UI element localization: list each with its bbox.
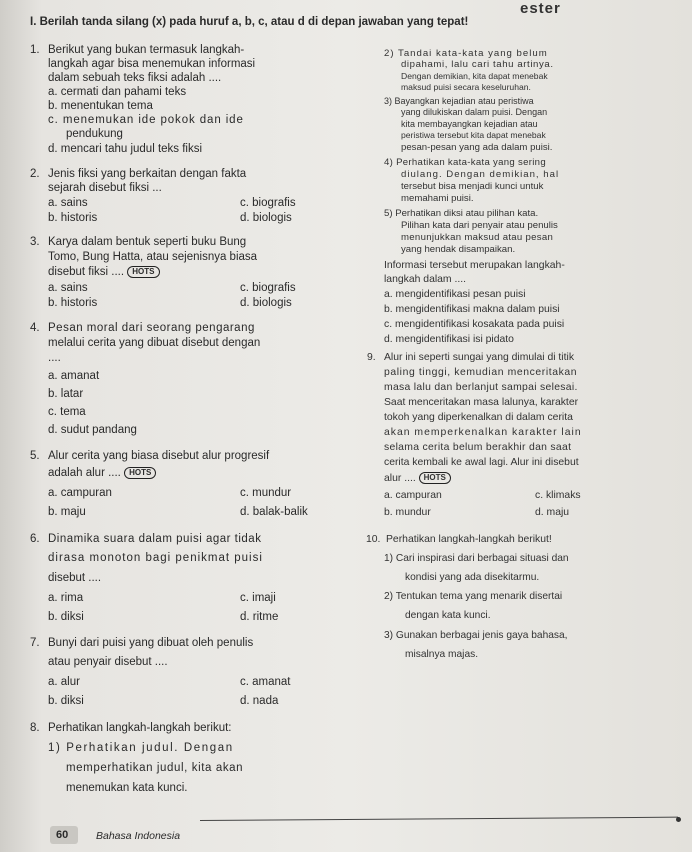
book-title: Bahasa Indonesia xyxy=(96,830,181,842)
q1-option-d[interactable]: d. mencari tahu judul teks fiksi xyxy=(48,143,203,155)
q1-number: 1. xyxy=(30,44,40,56)
q4-option-c[interactable]: c. tema xyxy=(48,406,86,418)
q5-option-c[interactable]: c. mundur xyxy=(240,487,292,499)
q2-option-b[interactable]: b. historis xyxy=(48,212,98,224)
q8-step-4-cont: memahami puisi. xyxy=(401,193,474,204)
q4-stem-line: .... xyxy=(48,352,61,364)
q5-option-a[interactable]: a. campuran xyxy=(48,487,112,499)
q4-option-b[interactable]: b. latar xyxy=(48,388,84,400)
q5-stem-text: adalah alur .... xyxy=(48,467,121,479)
q1-option-a[interactable]: a. cermati dan pahami teks xyxy=(48,86,187,98)
q1-stem-line: langkah agar bisa menemukan informasi xyxy=(48,58,256,70)
q8-stem-line: Perhatikan langkah-langkah berikut: xyxy=(48,722,232,734)
q10-step-2-cont: dengan kata kunci. xyxy=(405,610,491,621)
page-number: 60 xyxy=(56,829,69,841)
q8-step-3-cont: pesan-pesan yang ada dalam puisi. xyxy=(401,142,553,153)
q9-option-c[interactable]: c. klimaks xyxy=(535,490,581,501)
q10-step-2: 2) Tentukan tema yang menarik disertai xyxy=(384,591,563,602)
q8-step-5-cont: Pilihan kata dari penyair atau penulis xyxy=(401,220,558,231)
q6-stem-line: dirasa monoton bagi penikmat puisi xyxy=(48,552,263,564)
q9-stem-line: paling tinggi, kemudian menceritakan xyxy=(384,367,578,378)
q9-stem-line: cerita kembali ke awal lagi. Alur ini disebut xyxy=(384,457,579,468)
q9-stem-text: alur .... xyxy=(384,473,416,484)
q3-option-b[interactable]: b. historis xyxy=(48,297,98,309)
q10-step-3: 3) Gunakan berbagai jenis gaya bahasa, xyxy=(384,630,568,641)
page-header-fragment: ester xyxy=(520,0,561,17)
q3-option-a[interactable]: a. sains xyxy=(48,282,88,294)
q5-stem-line xyxy=(48,467,156,480)
q8-step-2-cont: dipahami, lalu cari tahu artinya. xyxy=(401,59,554,70)
q9-stem-line: Alur ini seperti sungai yang dimulai di titik xyxy=(384,352,575,363)
q6-option-a[interactable]: a. rima xyxy=(48,592,84,604)
hots-badge: HOTS xyxy=(127,266,159,278)
q2-option-d[interactable]: d. biologis xyxy=(240,212,292,224)
q9-option-a[interactable]: a. campuran xyxy=(384,490,442,501)
section-instruction: I. Berilah tanda silang (x) pada huruf a, b, c, atau d di depan jawaban yang tepat! xyxy=(30,16,469,28)
q6-stem-line: Dinamika suara dalam puisi agar tidak xyxy=(48,533,262,545)
q7-stem-line: Bunyi dari puisi yang dibuat oleh penulis xyxy=(48,637,254,649)
q8-step-2-cont: Dengan demikian, kita dapat menebak xyxy=(401,71,548,81)
q8-question-line: langkah dalam .... xyxy=(384,274,467,285)
q8-question-line: Informasi tersebut merupakan langkah- xyxy=(384,260,565,271)
q9-stem-line: Saat menceritakan masa lalunya, karakter xyxy=(384,397,579,408)
q8-step-3-cont: yang dilukiskan dalam puisi. Dengan xyxy=(401,107,548,117)
hots-badge: HOTS xyxy=(124,467,156,479)
q5-number: 5. xyxy=(30,450,40,462)
q7-option-c[interactable]: c. amanat xyxy=(240,676,291,688)
q3-stem-line: Karya dalam bentuk seperti buku Bung xyxy=(48,236,247,248)
footer-rule xyxy=(200,817,678,821)
q7-option-a[interactable]: a. alur xyxy=(48,676,80,688)
q9-stem-line: akan memperkenalkan karakter lain xyxy=(384,427,582,438)
q8-option-c[interactable]: c. mengidentifikasi kosakata pada puisi xyxy=(384,319,565,330)
q8-number: 8. xyxy=(30,722,40,734)
q9-option-d[interactable]: d. maju xyxy=(535,507,570,518)
footer-dot xyxy=(676,817,681,822)
q10-step-3-cont: misalnya majas. xyxy=(405,649,479,660)
q2-stem-line: sejarah disebut fiksi ... xyxy=(48,182,162,194)
q6-number: 6. xyxy=(30,533,40,545)
q8-step-4-cont: diulang. Dengan demikian, hal xyxy=(401,169,560,180)
q2-option-a[interactable]: a. sains xyxy=(48,197,88,209)
q5-option-b[interactable]: b. maju xyxy=(48,506,86,518)
q9-stem-line xyxy=(384,472,451,484)
q6-stem-line: disebut .... xyxy=(48,572,102,584)
q3-number: 3. xyxy=(30,236,40,248)
q7-option-d[interactable]: d. nada xyxy=(240,695,279,707)
q6-option-b[interactable]: b. diksi xyxy=(48,611,84,623)
q8-step-1: 1) Perhatikan judul. Dengan xyxy=(48,742,234,754)
q10-step-1: 1) Cari inspirasi dari berbagai situasi dan xyxy=(384,553,569,564)
q8-step-3: 3) Bayangkan kejadian atau peristiwa xyxy=(384,96,534,106)
q2-option-c[interactable]: c. biografis xyxy=(240,197,296,209)
q1-option-c[interactable]: c. menemukan ide pokok dan ide xyxy=(48,114,244,126)
q7-stem-line: atau penyair disebut .... xyxy=(48,656,168,668)
q5-stem-line: Alur cerita yang biasa disebut alur progresif xyxy=(48,450,270,462)
q7-number: 7. xyxy=(30,637,40,649)
q8-option-a[interactable]: a. mengidentifikasi pesan puisi xyxy=(384,289,526,300)
q10-number: 10. xyxy=(366,534,381,545)
q2-number: 2. xyxy=(30,168,40,180)
q8-step-5-cont: yang hendak disampaikan. xyxy=(401,244,516,255)
q8-step-2: 2) Tandai kata-kata yang belum xyxy=(384,48,548,59)
q8-step-4-cont: tersebut bisa menjadi kunci untuk xyxy=(401,181,544,192)
q2-stem-line: Jenis fiksi yang berkaitan dengan fakta xyxy=(48,168,247,180)
q3-option-d[interactable]: d. biologis xyxy=(240,297,292,309)
q4-option-a[interactable]: a. amanat xyxy=(48,370,100,382)
q1-stem-line: Berikut yang bukan termasuk langkah- xyxy=(48,44,245,56)
q8-step-3-cont: peristiwa tersebut kita dapat menebak xyxy=(401,130,546,140)
q8-step-4: 4) Perhatikan kata-kata yang sering xyxy=(384,157,546,168)
q3-option-c[interactable]: c. biografis xyxy=(240,282,296,294)
q9-stem-line: selama cerita belum berakhir dan saat xyxy=(384,442,572,453)
q7-option-b[interactable]: b. diksi xyxy=(48,695,84,707)
q4-stem-line: melalui cerita yang dibuat disebut dengan xyxy=(48,337,261,349)
q10-step-1-cont: kondisi yang ada disekitarmu. xyxy=(405,572,540,583)
q8-step-1-cont: menemukan kata kunci. xyxy=(66,782,188,794)
q9-stem-line: tokoh yang diperkenalkan di dalam cerita xyxy=(384,412,573,423)
q1-option-c-cont: pendukung xyxy=(66,128,123,140)
q3-stem-text: disebut fiksi .... xyxy=(48,266,125,278)
q4-number: 4. xyxy=(30,322,40,334)
q8-step-1-cont: memperhatikan judul, kita akan xyxy=(66,762,244,774)
q10-stem-line: Perhatikan langkah-langkah berikut! xyxy=(386,534,552,545)
q9-number: 9. xyxy=(367,352,376,363)
q4-option-d[interactable]: d. sudut pandang xyxy=(48,424,137,436)
q4-stem-line: Pesan moral dari seorang pengarang xyxy=(48,322,255,334)
q8-step-5-cont: menunjukkan maksud atau pesan xyxy=(401,232,554,243)
q8-step-2-cont: maksud puisi secara keseluruhan. xyxy=(401,82,531,92)
q8-option-b[interactable]: b. mengidentifikasi makna dalam puisi xyxy=(384,304,560,315)
q3-stem-line: Tomo, Bung Hatta, atau sejenisnya biasa xyxy=(48,251,258,263)
q8-option-d[interactable]: d. mengidentifikasi isi pidato xyxy=(384,334,514,345)
q1-option-b[interactable]: b. menentukan tema xyxy=(48,100,153,112)
q6-option-c[interactable]: c. imaji xyxy=(240,592,276,604)
q3-stem-line xyxy=(48,266,160,279)
q6-option-d[interactable]: d. ritme xyxy=(240,611,279,623)
hots-badge: HOTS xyxy=(419,472,451,484)
q9-option-b[interactable]: b. mundur xyxy=(384,507,431,518)
q8-step-5: 5) Perhatikan diksi atau pilihan kata. xyxy=(384,208,539,219)
q9-stem-line: masa lalu dan berlanjut sampai selesai. xyxy=(384,382,578,393)
q5-option-d[interactable]: d. balak-balik xyxy=(240,506,308,518)
q1-stem-line: dalam sebuah teks fiksi adalah .... xyxy=(48,72,222,84)
q8-step-3-cont: kita membayangkan kejadian atau xyxy=(401,119,538,129)
